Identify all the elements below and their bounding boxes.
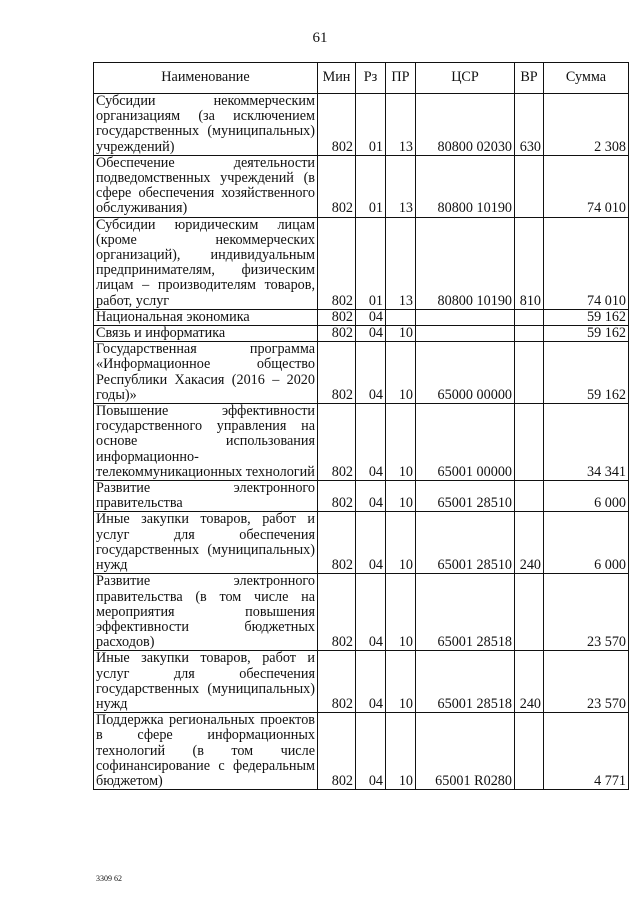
cell-pr: 13 (386, 155, 416, 217)
cell-vr (515, 342, 544, 404)
cell-csr: 65001 R0280 (416, 713, 515, 790)
table-row (94, 94, 629, 156)
header-rz: Рз (356, 63, 386, 94)
cell-sum: 4 771 (544, 713, 629, 790)
header-min: Мин (318, 63, 356, 94)
cell-name: Национальная экономика (94, 309, 318, 325)
cell-pr: 10 (386, 574, 416, 651)
cell-csr (416, 309, 515, 325)
footer-code: 3309 62 (96, 874, 122, 883)
cell-pr: 10 (386, 326, 416, 342)
cell-pr: 10 (386, 512, 416, 574)
cell-min: 802 (318, 326, 356, 342)
table-row (94, 217, 629, 309)
table-row (94, 574, 629, 651)
cell-csr: 65001 28510 (416, 512, 515, 574)
cell-name: Иные закупки товаров, работ и услуг для обеспечения государственных (муниципальных) нужд (94, 651, 318, 713)
cell-min: 802 (318, 713, 356, 790)
cell-vr: 810 (515, 217, 544, 309)
cell-rz: 04 (356, 309, 386, 325)
cell-csr: 65000 00000 (416, 342, 515, 404)
cell-sum: 34 341 (544, 404, 629, 481)
cell-sum: 2 308 (544, 94, 629, 156)
cell-min: 802 (318, 217, 356, 309)
cell-name: Повышение эффективности государственного управления на основе использования информационно-телекоммуникационных технологий (94, 404, 318, 481)
cell-pr (386, 309, 416, 325)
table-row (94, 342, 629, 404)
cell-rz: 04 (356, 651, 386, 713)
cell-sum: 6 000 (544, 481, 629, 512)
cell-sum: 74 010 (544, 155, 629, 217)
cell-name: Иные закупки товаров, работ и услуг для обеспечения государственных (муниципальных) нужд (94, 512, 318, 574)
cell-csr: 65001 28518 (416, 651, 515, 713)
cell-vr: 630 (515, 94, 544, 156)
cell-rz: 04 (356, 481, 386, 512)
cell-vr: 240 (515, 512, 544, 574)
cell-vr (515, 574, 544, 651)
header-name: Наименование (94, 63, 318, 94)
table-row (94, 512, 629, 574)
cell-name: Государственная программа «Информационное общество Республики Хакасия (2016 – 2020 годы)» (94, 342, 318, 404)
cell-name: Субсидии юридическим лицам (кроме некоммерческих организаций), индивидуальным предпринимателям, физическим лицам – производителям товаров, работ, услуг (94, 217, 318, 309)
cell-rz: 01 (356, 155, 386, 217)
cell-vr (515, 326, 544, 342)
cell-csr (416, 326, 515, 342)
header-vr: ВР (515, 63, 544, 94)
table-row (94, 155, 629, 217)
cell-csr: 65001 00000 (416, 404, 515, 481)
cell-min: 802 (318, 155, 356, 217)
cell-pr: 10 (386, 342, 416, 404)
cell-name: Развитие электронного правительства (в том числе на мероприятия повышения эффективности бюджетных расходов) (94, 574, 318, 651)
cell-rz: 04 (356, 574, 386, 651)
cell-sum: 6 000 (544, 512, 629, 574)
cell-name: Субсидии некоммерческим организациям (за исключением государственных (муниципальных) учреждений) (94, 94, 318, 156)
table-row (94, 651, 629, 713)
cell-pr: 10 (386, 651, 416, 713)
cell-rz: 04 (356, 342, 386, 404)
cell-pr: 10 (386, 404, 416, 481)
cell-rz: 04 (356, 713, 386, 790)
header-csr: ЦСР (416, 63, 515, 94)
cell-rz: 04 (356, 512, 386, 574)
table-row (94, 713, 629, 790)
cell-vr (515, 404, 544, 481)
cell-min: 802 (318, 342, 356, 404)
cell-min: 802 (318, 481, 356, 512)
table-row (94, 481, 629, 512)
cell-csr: 65001 28510 (416, 481, 515, 512)
cell-name: Поддержка региональных проектов в сфере информационных технологий (в том числе софинансирование с федеральным бюджетом) (94, 713, 318, 790)
table-row (94, 404, 629, 481)
cell-vr (515, 713, 544, 790)
cell-name: Развитие электронного правительства (94, 481, 318, 512)
cell-csr: 80800 02030 (416, 94, 515, 156)
cell-vr: 240 (515, 651, 544, 713)
cell-vr (515, 481, 544, 512)
header-sum: Сумма (544, 63, 629, 94)
cell-min: 802 (318, 651, 356, 713)
cell-min: 802 (318, 512, 356, 574)
cell-pr: 10 (386, 713, 416, 790)
cell-sum: 74 010 (544, 217, 629, 309)
header-pr: ПР (386, 63, 416, 94)
cell-min: 802 (318, 574, 356, 651)
cell-sum: 23 570 (544, 651, 629, 713)
cell-rz: 01 (356, 94, 386, 156)
cell-sum: 59 162 (544, 326, 629, 342)
cell-sum: 23 570 (544, 574, 629, 651)
cell-rz: 01 (356, 217, 386, 309)
header-row (94, 63, 629, 94)
cell-min: 802 (318, 94, 356, 156)
cell-vr (515, 155, 544, 217)
cell-sum: 59 162 (544, 309, 629, 325)
cell-csr: 65001 28518 (416, 574, 515, 651)
cell-name: Связь и информатика (94, 326, 318, 342)
cell-pr: 13 (386, 217, 416, 309)
cell-rz: 04 (356, 404, 386, 481)
cell-vr (515, 309, 544, 325)
cell-csr: 80800 10190 (416, 217, 515, 309)
cell-sum: 59 162 (544, 342, 629, 404)
cell-csr: 80800 10190 (416, 155, 515, 217)
table-row (94, 326, 629, 342)
cell-min: 802 (318, 309, 356, 325)
cell-rz: 04 (356, 326, 386, 342)
cell-pr: 13 (386, 94, 416, 156)
cell-name: Обеспечение деятельности подведомственных учреждений (в сфере обеспечения хозяйственного обслуживания) (94, 155, 318, 217)
cell-pr: 10 (386, 481, 416, 512)
page-number: 61 (312, 30, 328, 46)
cell-min: 802 (318, 404, 356, 481)
budget-table (93, 62, 629, 790)
table-row (94, 309, 629, 325)
